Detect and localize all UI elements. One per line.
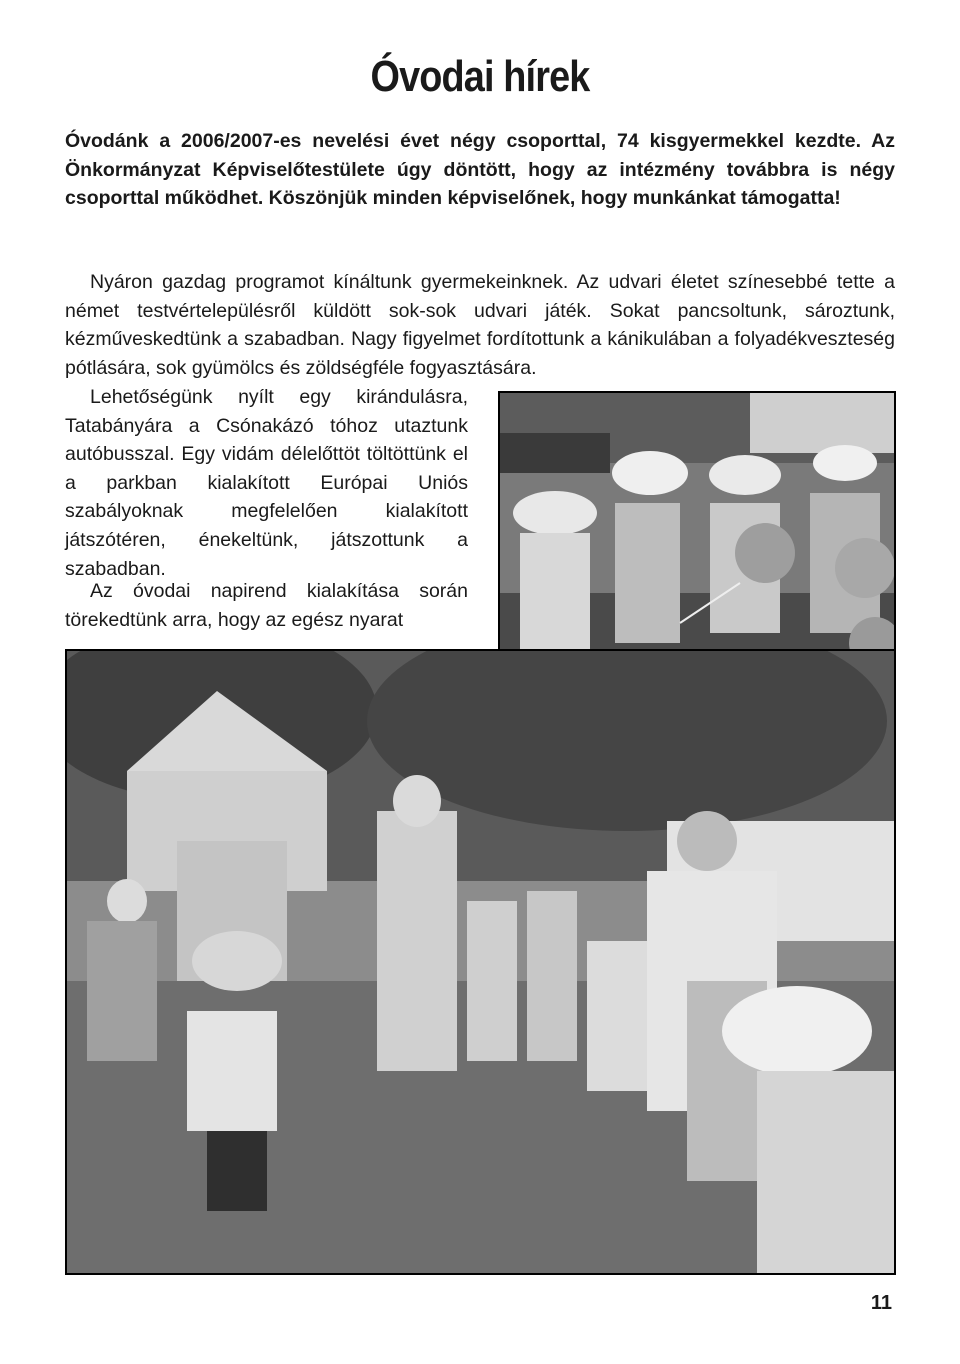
summer-program-paragraph: Nyáron gazdag programot kínáltunk gyermekeinknek. Az udvari életet színesebbé tette a német testvértelepülésről küldött sok-sok udvari játék. Sokat pancsoltunk, sároztunk, kézműveskedtünk a szabadban. Nagy figyelmet fordítottunk a kánikulában a folyadékveszteség pótlására, sok gyümölcs és zöldségféle fogyasztására.	[65, 271, 895, 379]
page-number: 11	[870, 1292, 892, 1314]
children-with-balloons-photo	[498, 391, 896, 693]
playground-group-photo	[65, 649, 896, 1275]
page-title: Óvodai hírek	[370, 52, 590, 101]
excursion-paragraph: Lehetőségünk nyílt egy kirándulásra, Tatabányára a Csónakázó tóhoz utaztunk autóbusszal. Egy vidám délelőttöt töltöttünk el a parkban kialakított Európai Uniós szabályoknak megfelelően kialakított játszótéren, énekeltünk, játszottunk a szabadban.	[65, 386, 468, 580]
intro-paragraph: Óvodánk a 2006/2007-es nevelési évet négy csoporttal, 74 kisgyermekkel kezdte. Az Önkormányzat Képviselőtestülete úgy döntött, hogy az intézmény továbbra is négy csoporttal működhet. Köszönjük minden képviselőnek, hogy munkánkat támogatta!	[65, 130, 895, 210]
daily-schedule-paragraph: Az óvodai napirend kialakítása során törekedtünk arra, hogy az egész nyarat	[65, 580, 468, 631]
